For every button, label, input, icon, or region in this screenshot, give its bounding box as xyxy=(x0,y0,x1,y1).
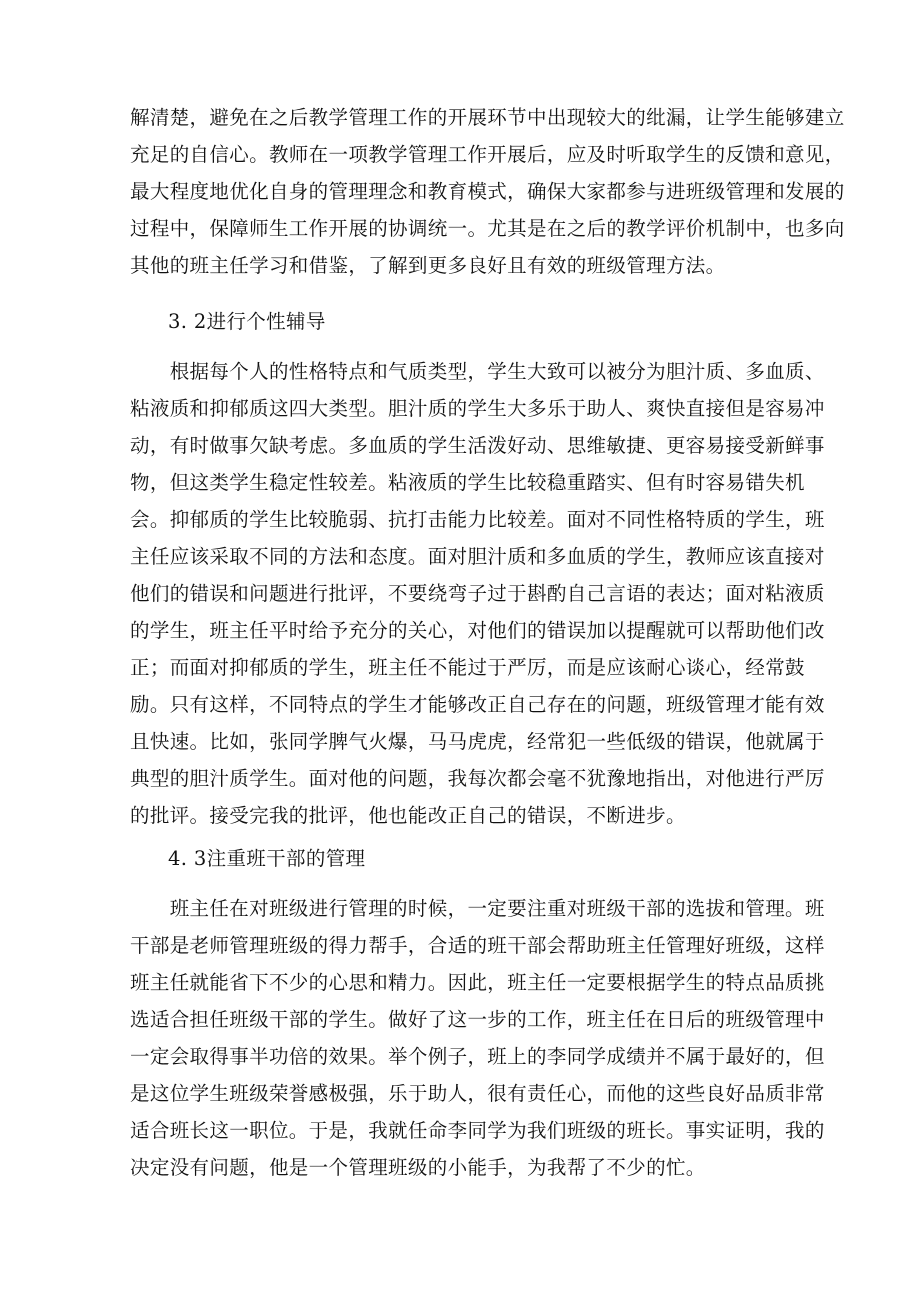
text-line: 班主任就能省下不少的心思和精力。因此，班主任一定要根据学生的特点品质挑 xyxy=(130,971,825,994)
text-line: 物，但这类学生稳定性较差。粘液质的学生比较稳重踏实、但有时容易错失机 xyxy=(130,471,805,494)
text-line: 根据每个人的性格特点和气质类型，学生大致可以被分为胆汁质、多血质、 xyxy=(130,360,825,383)
text-line: 的批评。接受完我的批评，他也能改正自己的错误，不断进步。 xyxy=(130,804,686,827)
text-line: 一定会取得事半功倍的效果。举个例子，班上的李同学成绩并不属于最好的，但 xyxy=(130,1045,825,1068)
section-heading-4-3: 4. 3注重班干部的管理 xyxy=(168,847,366,870)
section-4-3-paragraph xyxy=(130,890,825,1186)
text-line: 是这位学生班级荣誉感极强，乐于助人，很有责任心，而他的这些良好品质非常 xyxy=(130,1082,825,1105)
text-line: 其他的班主任学习和借鉴，了解到更多良好且有效的班级管理方法。 xyxy=(130,254,726,277)
text-line: 解清楚，避免在之后教学管理工作的开展环节中出现较大的纰漏，让学生能够建立 xyxy=(130,106,845,129)
text-line: 干部是老师管理班级的得力帮手，合适的班干部会帮助班主任管理好班级，这样 xyxy=(130,934,825,957)
text-line: 正；而面对抑郁质的学生，班主任不能过于严厉，而是应该耐心谈心，经常鼓 xyxy=(130,656,805,679)
text-line: 励。只有这样，不同特点的学生才能够改正自己存在的问题，班级管理才能有效 xyxy=(130,693,825,716)
text-line: 适合班长这一职位。于是，我就任命李同学为我们班级的班长。事实证明，我的 xyxy=(130,1119,825,1142)
text-line: 班主任在对班级进行管理的时候，一定要注重对班级干部的选拔和管理。班 xyxy=(130,897,825,920)
text-line: 会。抑郁质的学生比较脆弱、抗打击能力比较差。面对不同性格特质的学生，班 xyxy=(130,508,825,531)
section-heading-3-2: 3. 2进行个性辅导 xyxy=(168,310,326,333)
text-line: 决定没有问题，他是一个管理班级的小能手，为我帮了不少的忙。 xyxy=(130,1156,706,1179)
text-line: 选适合担任班级干部的学生。做好了这一步的工作，班主任在日后的班级管理中 xyxy=(130,1008,825,1031)
intro-paragraph xyxy=(130,99,845,284)
text-line: 且快速。比如，张同学脾气火爆，马马虎虎，经常犯一些低级的错误，他就属于 xyxy=(130,730,825,753)
text-line: 他们的错误和问题进行批评，不要绕弯子过于斟酌自己言语的表达；面对粘液质 xyxy=(130,582,825,605)
text-line: 主任应该采取不同的方法和态度。面对胆汁质和多血质的学生，教师应该直接对 xyxy=(130,545,825,568)
text-line: 动，有时做事欠缺考虑。多血质的学生活泼好动、思维敏捷、更容易接受新鲜事 xyxy=(130,434,825,457)
text-line: 粘液质和抑郁质这四大类型。胆汁质的学生大多乐于助人、爽快直接但是容易冲 xyxy=(130,397,825,420)
section-3-2-paragraph xyxy=(130,353,825,834)
text-line: 典型的胆汁质学生。面对他的问题，我每次都会毫不犹豫地指出，对他进行严厉 xyxy=(130,767,825,790)
text-line: 充足的自信心。教师在一项教学管理工作开展后，应及时听取学生的反馈和意见， xyxy=(130,143,845,166)
text-line: 的学生，班主任平时给予充分的关心，对他们的错误加以提醒就可以帮助他们改 xyxy=(130,619,825,642)
text-line: 最大程度地优化自身的管理理念和教育模式，确保大家都参与进班级管理和发展的 xyxy=(130,180,845,203)
text-line: 过程中，保障师生工作开展的协调统一。尤其是在之后的教学评价机制中，也多向 xyxy=(130,217,845,240)
